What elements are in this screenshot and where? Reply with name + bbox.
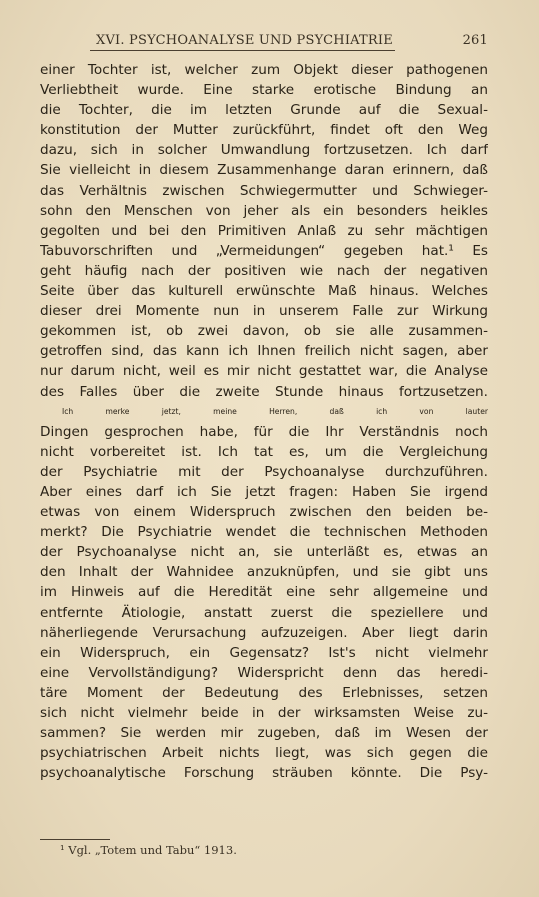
text-line: sohn den Menschen von jeher als ein besonders heikles	[40, 202, 488, 219]
text-line: Tabuvorschriften und „Vermeidungen“ gegeben hat.¹ Es	[40, 242, 488, 259]
text-line: des Falles über die zweite Stunde hinaus fortzusetzen.	[40, 383, 488, 400]
text-line: der Psychiatrie mit der Psychoanalyse durchzuführen.	[40, 463, 488, 480]
text-line: ein Widerspruch, ein Gegensatz? Ist's nicht vielmehr	[40, 644, 488, 661]
text-line: Aber eines darf ich Sie jetzt fragen: Haben Sie irgend	[40, 483, 488, 500]
text-line: dazu, sich in solcher Umwandlung fortzusetzen. Ich darf	[40, 142, 488, 159]
text-line: entfernte Ätiologie, anstatt zuerst die speziellere und	[40, 604, 488, 621]
footnote-rule	[40, 839, 110, 840]
text-line: etwas von einem Widerspruch zwischen den beiden be-	[40, 504, 488, 521]
text-line: sich nicht vielmehr beide in der wirksamsten Weise zu-	[40, 705, 488, 721]
text-line: der Psychoanalyse nicht an, sie unterläßt es, etwas an	[40, 544, 488, 561]
text-line: eine Vervollständigung? Widerspricht denn das heredi-	[40, 664, 488, 681]
header-rule	[90, 50, 395, 51]
text-line: sammen? Sie werden mir zugeben, daß im Wesen der	[40, 725, 488, 742]
text-line: Sie vielleicht in diesem Zusammenhange daran erinnern, daß	[40, 162, 488, 179]
text-line: einer Tochter ist, welcher zum Objekt dieser pathogenen	[40, 62, 488, 78]
text-line: den Inhalt der Wahnidee anzuknüpfen, und sie gibt uns	[40, 564, 488, 581]
text-line: dieser drei Momente nun in unserem Falle zur Wirkung	[40, 303, 488, 320]
text-line: nicht vorbereitet ist. Ich tat es, um die Vergleichung	[40, 443, 488, 460]
text-line: gekommen ist, ob zwei davon, ob sie alle zusammen-	[40, 323, 488, 340]
text-line: psychoanalytische Forschung sträuben könnte. Die Psy-	[40, 765, 488, 782]
page-number: 261	[462, 33, 488, 48]
text-line: Ich merke jetzt, meine Herren, daß ich von lauter	[62, 406, 488, 416]
text-line: im Hinweis auf die Heredität eine sehr allgemeine und	[40, 584, 488, 601]
text-line: gegolten und bei den Primitiven Anlaß zu sehr mächtigen	[40, 222, 488, 239]
body-text	[40, 60, 488, 783]
text-line: Verliebtheit wurde. Eine starke erotische Bindung an	[40, 82, 488, 99]
text-line: Seite über das kulturell erwünschte Maß hinaus. Welches	[40, 283, 488, 300]
text-line: konstitution der Mutter zurückführt, findet oft den Weg	[40, 122, 488, 139]
text-line: psychiatrischen Arbeit nichts liegt, was sich gegen die	[40, 745, 488, 762]
text-line: Dingen gesprochen habe, für die Ihr Verständnis noch	[40, 423, 488, 440]
running-title: XVI. PSYCHOANALYSE UND PSYCHIATRIE	[96, 33, 393, 48]
text-line: merkt? Die Psychiatrie wendet die technischen Methoden	[40, 524, 488, 541]
text-line: nur darum nicht, weil es mir nicht gestattet war, die Analyse	[40, 363, 488, 380]
text-line: die Tochter, die im letzten Grunde auf die Sexual-	[40, 102, 488, 119]
footnote: ¹ Vgl. „Totem und Tabu“ 1913.	[60, 843, 237, 857]
text-line: näherliegende Verursachung aufzuzeigen. Aber liegt darin	[40, 624, 488, 641]
text-line: getroffen sind, das kann ich Ihnen freilich nicht sagen, aber	[40, 343, 488, 360]
text-line: täre Moment der Bedeutung des Erlebnisses, setzen	[40, 684, 488, 701]
text-line: das Verhältnis zwischen Schwiegermutter und Schwieger-	[40, 182, 488, 199]
text-line: geht häufig nach der positiven wie nach der negativen	[40, 262, 488, 279]
